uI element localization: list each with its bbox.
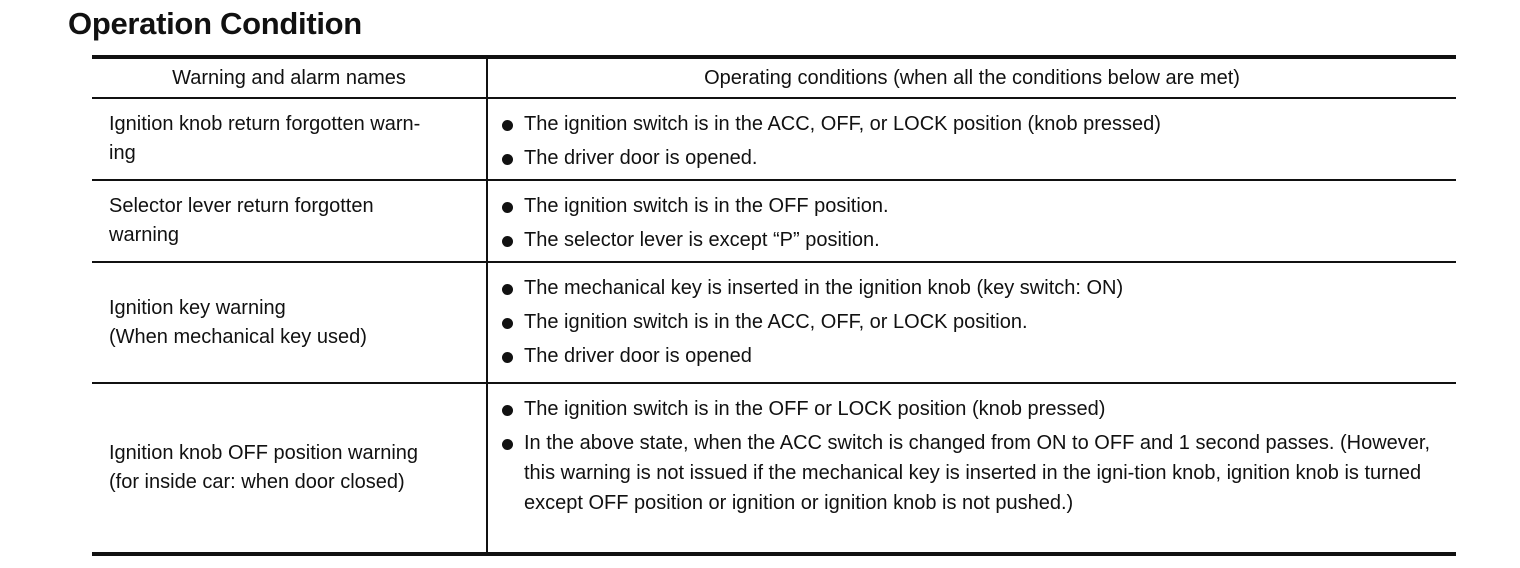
warning-name [92,263,488,382]
table-header-row [92,59,1456,99]
bullet-icon [502,307,524,337]
condition-item [502,225,1432,255]
bullet-icon [502,273,524,303]
condition-text: In the above state, when the ACC switch is changed from ON to OFF and 1 second passes. (However, this warning is not issued if the mechanical key is inserted in the igni-tion knob, ignition knob is turned except OFF position or ignition or ignition knob is not pushed.) [524,432,1431,514]
warning-name [92,181,488,261]
warning-name-line: warning [109,224,180,246]
table-row [92,263,1456,384]
table-row [92,384,1456,552]
bullet-icon [502,428,524,458]
bullet-icon [502,191,524,221]
table-row [92,99,1456,181]
condition-text: The selector lever is except “P” position. [524,229,880,251]
warning-name-line: (When mechanical key used) [109,325,367,348]
warning-name-line: ing [109,142,136,164]
bullet-icon [502,394,524,424]
page-title: Operation Condition [68,6,362,41]
condition-item [502,394,1432,424]
table-row [92,181,1456,263]
condition-text: The ignition switch is in the ACC, OFF, or LOCK position. [524,311,1028,333]
warning-name-line: Ignition knob return forgotten warn- [109,113,421,135]
warning-name [92,99,488,179]
warning-name-line: Ignition knob OFF position warning [109,442,419,464]
header-warning-names: Warning and alarm names [92,59,488,97]
conditions-cell [488,181,1456,261]
condition-text: The driver door is opened. [524,147,758,169]
condition-item [502,143,1432,173]
condition-item [502,191,1432,221]
conditions-cell [488,384,1456,552]
bullet-icon [502,225,524,255]
bullet-icon [502,143,524,173]
operation-condition-table [92,55,1456,556]
condition-item [502,341,1432,371]
header-operating-conditions: Operating conditions (when all the conditions below are met) [704,66,1240,89]
condition-text: The ignition switch is in the ACC, OFF, or LOCK position (knob pressed) [524,113,1161,135]
warning-name-line: Selector lever return forgotten [109,195,374,217]
condition-item [502,307,1432,337]
condition-item [502,273,1432,303]
condition-item [502,109,1432,139]
condition-text: The ignition switch is in the OFF or LOCK position (knob pressed) [524,398,1106,420]
conditions-cell [488,99,1456,179]
warning-name-line: Ignition key warning [109,296,286,319]
warning-name-line: (for inside car: when door closed) [109,471,405,493]
condition-item [502,428,1432,518]
bullet-icon [502,109,524,139]
condition-text: The mechanical key is inserted in the ignition knob (key switch: ON) [524,277,1124,299]
condition-text: The ignition switch is in the OFF position. [524,195,889,217]
bullet-icon [502,341,524,371]
conditions-cell [488,263,1456,382]
condition-text: The driver door is opened [524,345,752,367]
warning-name [92,384,488,552]
